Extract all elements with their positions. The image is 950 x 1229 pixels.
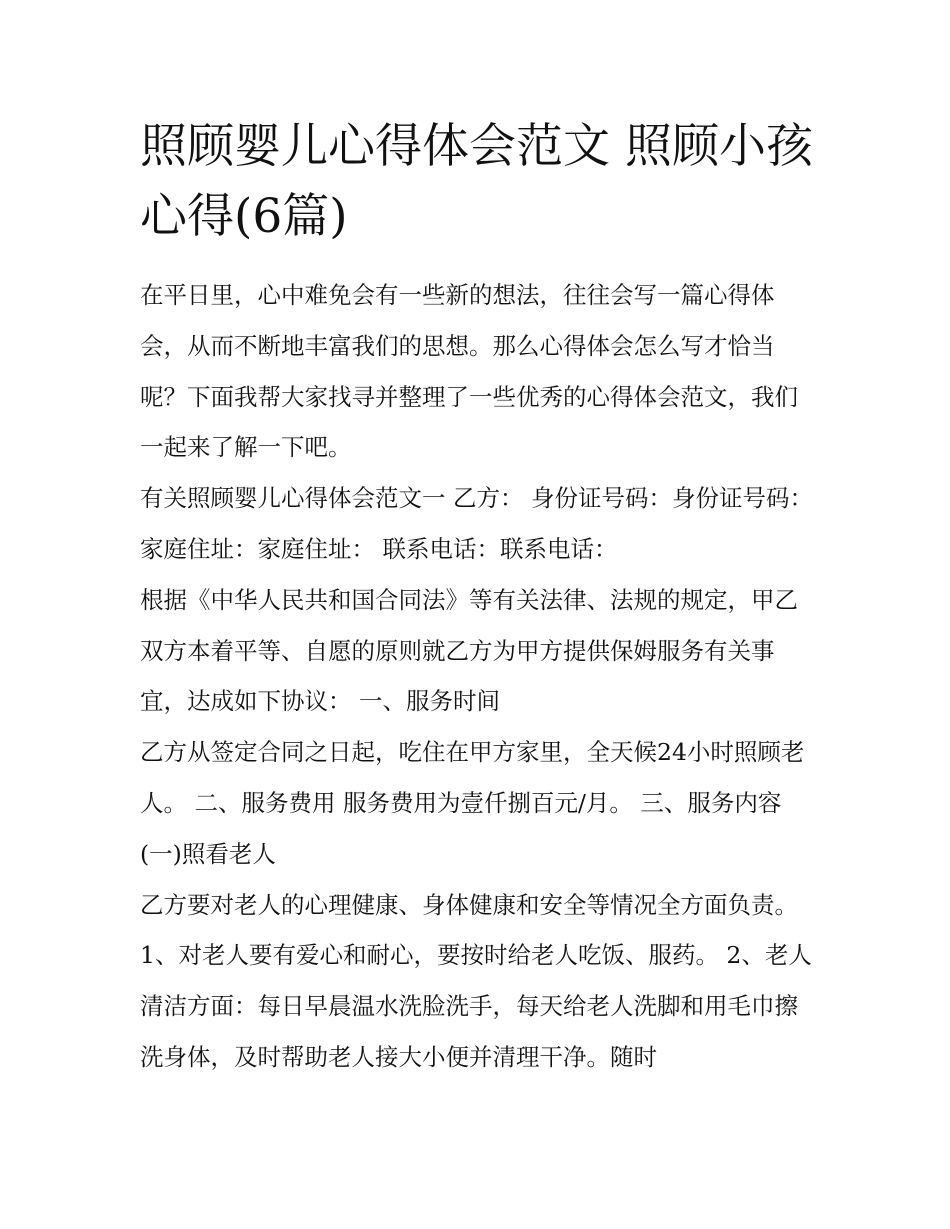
document-body — [140, 112, 816, 1083]
paragraph-service-terms: 乙方从签定合同之日起，吃住在甲方家里，全天候24小时照顾老人。 二、服务费用 服务费用为壹仟捌百元/月。 三、服务内容 (一)照看老人 — [140, 738, 805, 868]
paragraph-parties: 有关照顾婴儿心得体会范文一 乙方： 身份证号码：身份证号码： 家庭住址：家庭住址： 联系电话：联系电话： — [140, 484, 813, 563]
paragraph-agreement: 根据《中华人民共和国合同法》等有关法律、法规的规定，甲乙双方本着平等、自愿的原则就乙方为甲方提供保姆服务有关事宜，达成如下协议： 一、服务时间 — [140, 585, 798, 716]
paragraph-intro: 在平日里，心中难免会有一些新的想法，往往会写一篇心得体会，从而不断地丰富我们的思想。那么心得体会怎么写才恰当呢？下面我帮大家找寻并整理了一些优秀的心得体会范文，我们一起来了解一下吧。 — [140, 281, 798, 462]
document-title: 照顾婴儿心得体会范文 照顾小孩心得(6篇) — [140, 119, 813, 244]
paragraph-care-duties: 乙方要对老人的心理健康、身体健康和安全等情况全方面负责。 1、对老人要有爱心和耐心，要按时给老人吃饭、服药。 2、老人清洁方面：每日早晨温水洗脸洗手，每天给老人洗脚和用毛巾擦洗身体，及时帮助老人接大小便并清理干净。随时 — [140, 890, 812, 1071]
